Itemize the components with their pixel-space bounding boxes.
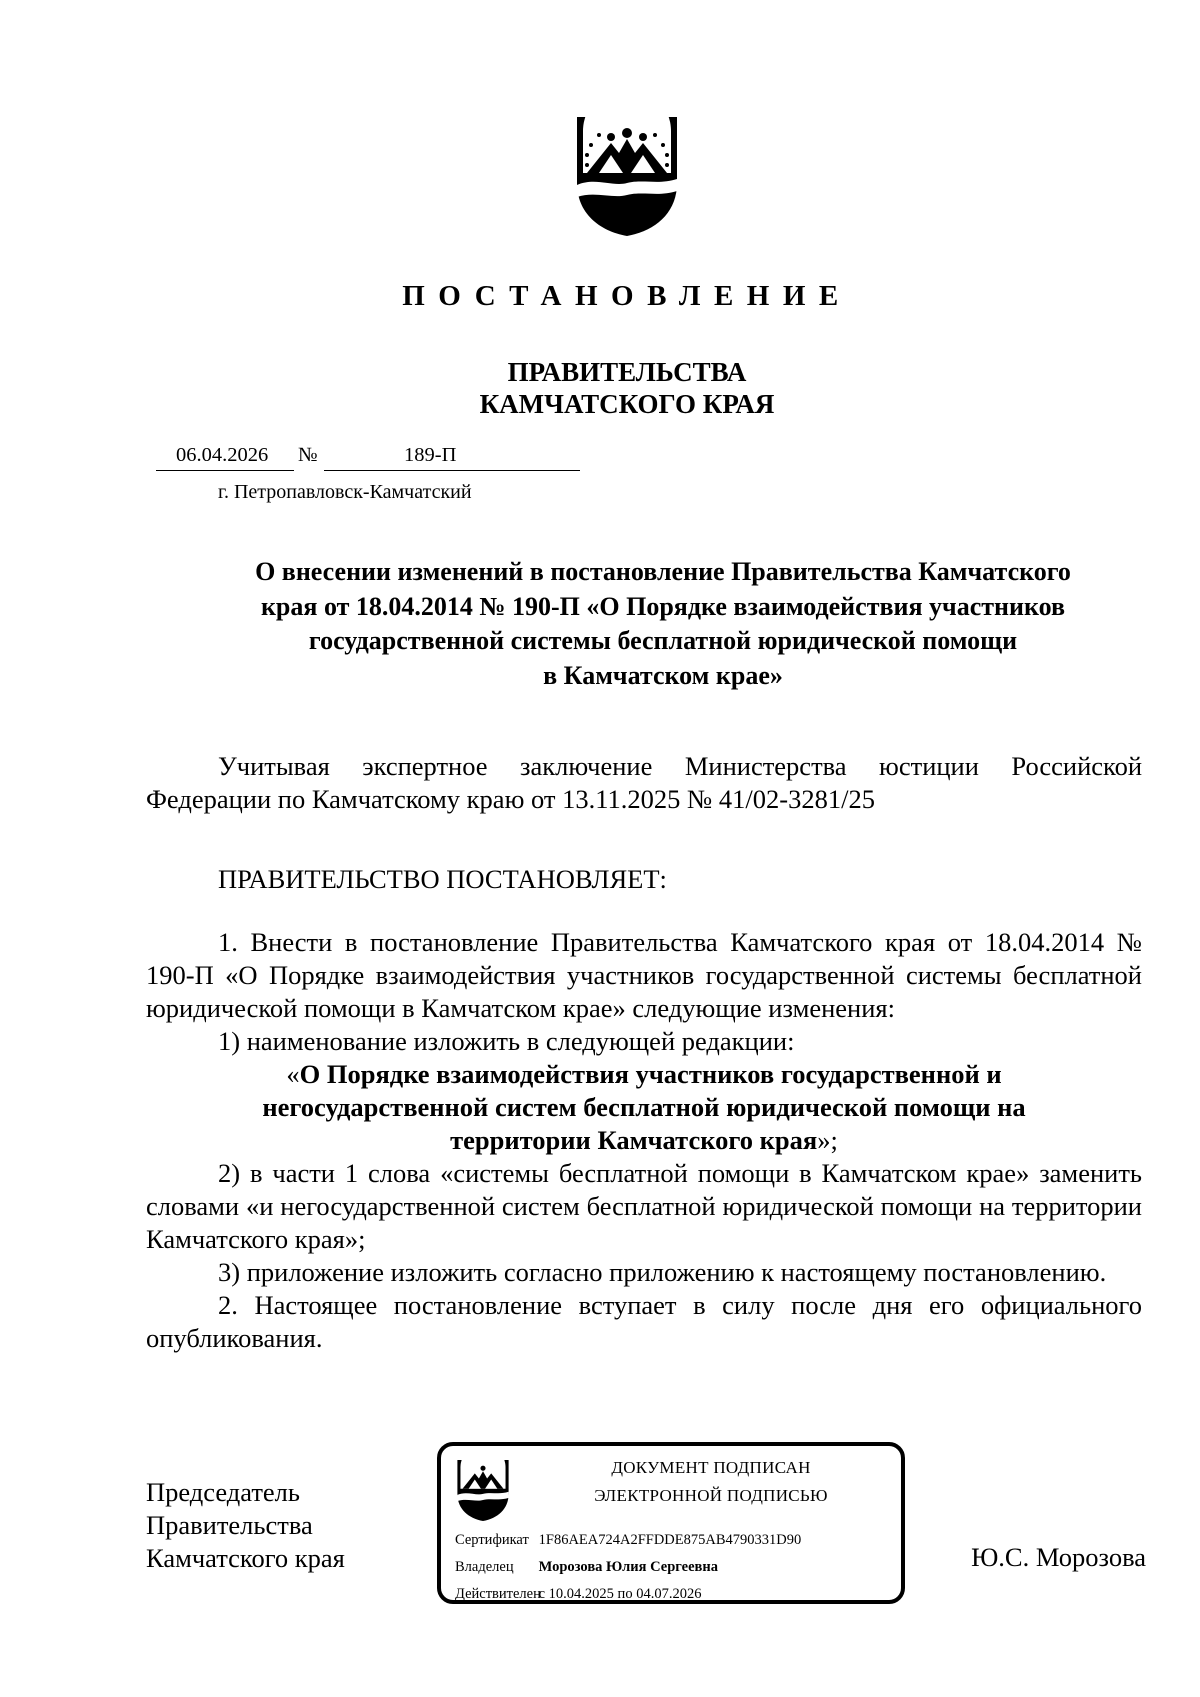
item-2: 2. Настоящее постановление вступает в силу после дня его официального опубликования. [146, 1290, 1142, 1353]
subject-line: в Камчатском крае» [543, 660, 783, 690]
stamp-owner-row [455, 1559, 718, 1576]
preamble-block [146, 750, 1142, 816]
stamp-certificate-row [455, 1532, 801, 1549]
subitem-2: 2) в части 1 слова «системы бесплатной помощи в Камчатском крае» заменить словами «и негосударственной систем бесплатной юридической помощи на территории Камчатского края»; [146, 1158, 1142, 1254]
issuer-line-2: КАМЧАТСКОГО КРАЯ [479, 389, 775, 419]
subject-line: края от 18.04.2014 № 190-П «О Порядке взаимодействия участников [260, 591, 1066, 621]
decree-statement: ПРАВИТЕЛЬСТВО ПОСТАНОВЛЯЕТ: [218, 864, 667, 894]
owner-label: Владелец [455, 1559, 514, 1575]
number-underline [324, 470, 580, 471]
stamp-validity-row [455, 1586, 701, 1603]
position-line: Правительства [146, 1510, 313, 1540]
stamp-title-line-1: ДОКУМЕНТ ПОДПИСАН [611, 1458, 811, 1477]
document-subject [182, 555, 1144, 693]
document-type-heading: ПОСТАНОВЛЕНИЕ [402, 280, 852, 312]
date-underline [156, 470, 294, 471]
position-line: Председатель [146, 1477, 300, 1507]
subject-line: О внесении изменений в постановление Правительства Камчатского [255, 557, 1071, 586]
certificate-value: 1F86AEA724A2FFDDE875AB4790331D90 [538, 1532, 802, 1548]
subitem-3: 3) приложение изложить согласно приложению к настоящему постановлению. [218, 1257, 1107, 1287]
signatory-name: Ю.С. Морозова [971, 1542, 1146, 1572]
item-1: 1. Внести в постановление Правительства Камчатского края от 18.04.2014 № 190-П «О Порядке взаимодействия участников государственной системы бесплатной юридической помощи в Камчатском крае» следующие изменения: [146, 927, 1142, 1023]
electronic-signature-stamp [437, 1442, 905, 1604]
number-sign: № [298, 444, 318, 466]
new-title [146, 1058, 1142, 1157]
new-title-line-1: О Порядке взаимодействия участников государственной и [299, 1059, 1002, 1089]
document-date: 06.04.2026 [176, 444, 269, 466]
place-of-issue: г. Петропавловск-Камчатский [218, 481, 472, 503]
issuer-line-1: ПРАВИТЕЛЬСТВА [507, 357, 747, 387]
owner-value: Морозова Юлия Сергеевна [538, 1559, 718, 1575]
document-number: 189-П [404, 444, 457, 466]
subitem-1: 1) наименование изложить в следующей редакции: [218, 1026, 795, 1056]
validity-label: Действителен [455, 1586, 541, 1602]
certificate-label: Сертификат [455, 1532, 529, 1548]
coat-of-arms-icon [455, 1458, 511, 1522]
validity-value: с 10.04.2025 по 04.07.2026 [538, 1586, 702, 1602]
date-number-line [146, 444, 546, 472]
coat-of-arms-icon [573, 113, 681, 238]
quote-close: »; [817, 1125, 838, 1155]
stamp-title-line-2: ЭЛЕКТРОННОЙ ПОДПИСЬЮ [594, 1486, 828, 1505]
new-title-line-3: территории Камчатского края [450, 1125, 818, 1155]
preamble-text: Учитывая экспертное заключение Министерства юстиции Российской Федерации по Камчатскому краю от 13.11.2025 № 41/02-3281/25 [146, 751, 1142, 814]
new-title-line-2: негосударственной систем бесплатной юридической помощи на [262, 1092, 1026, 1122]
position-line: Камчатского края [146, 1543, 345, 1573]
signatory-position [146, 1476, 345, 1575]
subject-line: государственной системы бесплатной юридической помощи [308, 626, 1018, 655]
quote-open: « [286, 1059, 300, 1089]
decree-items [146, 926, 1142, 1355]
